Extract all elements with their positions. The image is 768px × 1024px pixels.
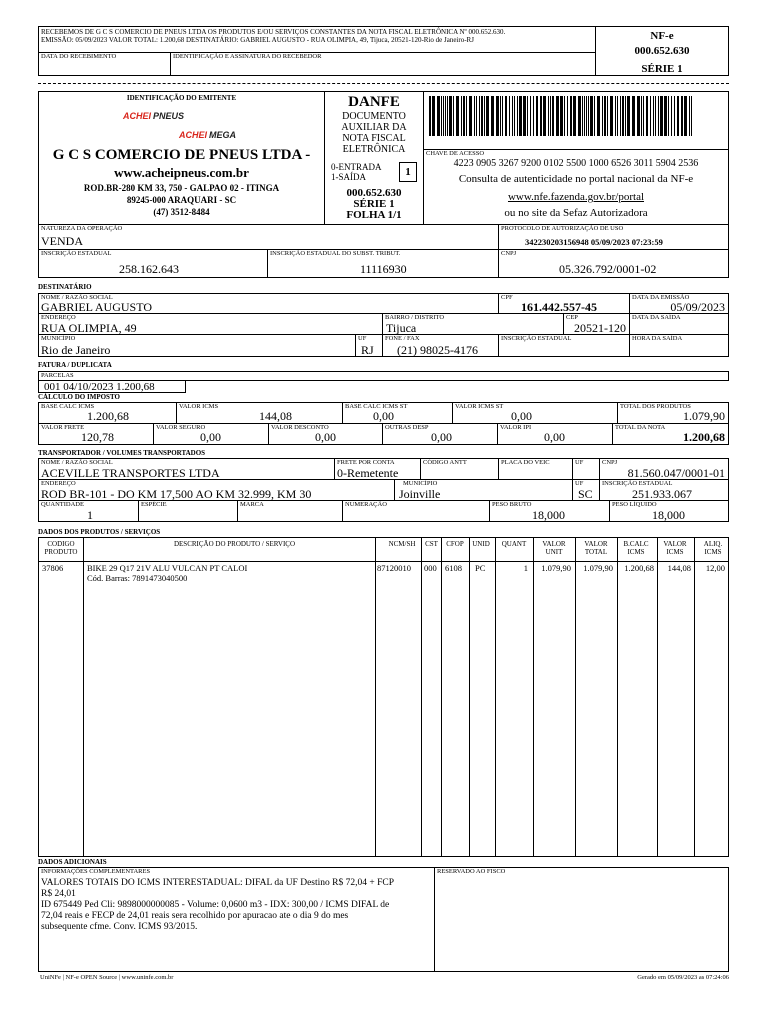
dest-municipio: Rio de Janeiro: [41, 343, 111, 357]
barcode-bar: [590, 96, 593, 136]
transp-uf2-label: UF: [575, 480, 584, 487]
transp-mun-label: MUNICÍPIO: [403, 480, 438, 487]
barcode-bar: [573, 96, 576, 136]
cell-vunit: 1.079,90: [541, 563, 571, 573]
cell-cst: 000: [424, 563, 437, 573]
v-st-box: [452, 402, 618, 424]
barcode-bar: [514, 96, 515, 136]
v-icms-label: VALOR ICMS: [179, 403, 219, 410]
protocolo-label: PROTOCOLO DE AUTORIZAÇÃO DE USO: [501, 225, 624, 232]
assinatura-label: IDENTIFICAÇÃO E ASSINATURA DO RECEBEDOR: [173, 53, 322, 60]
consulta-text: Consulta de autenticidade no portal nacional da NF-e: [458, 173, 694, 185]
transp-nome-box: [38, 458, 335, 480]
barcode-bar: [502, 96, 503, 136]
ipi-label: VALOR IPI: [500, 424, 532, 431]
barcode-bar: [486, 96, 489, 136]
danfe-box: [324, 91, 424, 225]
transp-uf2-box: [572, 479, 600, 501]
barcode-bar: [622, 96, 624, 136]
barcode-bar: [429, 96, 431, 136]
ie-st-value: 11116930: [360, 262, 407, 276]
barcode-bar: [641, 96, 642, 136]
barcode-bar: [632, 96, 635, 136]
logo-achei-mega: [179, 130, 236, 140]
barcode-bar: [625, 96, 626, 136]
dest-cpf-box: [498, 293, 630, 314]
barcode-bar: [604, 96, 606, 136]
ie-label: INSCRIÇÃO ESTADUAL: [41, 250, 112, 257]
bc-st-label: BASE CALC ICMS ST: [345, 403, 408, 410]
transp-frete: 0-Remetente: [337, 466, 399, 480]
barcode-bar: [570, 96, 572, 136]
canhoto-assinatura[interactable]: [170, 52, 596, 76]
info-line5: subsequente cfme. Conv. ICMS 93/2015.: [41, 922, 198, 932]
info-line2: R$ 24,01: [41, 889, 76, 899]
dest-ie-box: [498, 334, 630, 357]
info-compl-label: INFORMAÇÕES COMPLEMENTARES: [41, 868, 151, 875]
parcela-value: 001 04/10/2023 1.200,68: [44, 381, 155, 393]
barcode-bar: [664, 96, 667, 136]
barcode-bar: [476, 96, 477, 136]
transp-num-box: [342, 500, 490, 522]
cell-ncm: 87120010: [377, 563, 411, 573]
barcode-bar: [505, 96, 507, 136]
barcode-bar: [586, 96, 587, 136]
transp-antt-label: CÓDIGO ANTT: [423, 459, 467, 466]
seguro-box: [153, 423, 269, 445]
th-quant: QUANT: [501, 540, 527, 548]
th-cfop: CFOP: [446, 540, 464, 548]
dest-bairro-box: [382, 313, 564, 335]
barcode-bar: [643, 96, 644, 136]
protocolo-box: [498, 224, 729, 250]
transp-uf-box: [572, 458, 600, 480]
natureza-value: VENDA: [41, 234, 83, 248]
th-unid: UNID: [472, 540, 490, 548]
transp-uf-label: UF: [575, 459, 584, 466]
produtos-header-row: [39, 538, 728, 562]
barcode-bar: [441, 96, 442, 136]
barcode-bar: [449, 96, 452, 136]
portal-link[interactable]: www.nfe.fazenda.gov.br/portal: [507, 191, 645, 203]
table-row: [39, 561, 728, 591]
dest-saida-box: [629, 313, 729, 335]
th-vicms: VALOR ICMS: [663, 540, 687, 556]
barcode-bar: [677, 96, 679, 136]
barcode-bar: [650, 96, 651, 136]
dest-emissao: 05/09/2023: [670, 300, 725, 314]
ipi-box: [497, 423, 613, 445]
destinatario-section: DESTINATÁRIO: [38, 283, 92, 291]
barcode-bar: [474, 96, 475, 136]
barcode-bar: [594, 96, 595, 136]
natureza-box: [38, 224, 499, 250]
barcode-bar: [556, 96, 559, 136]
dest-fone-label: FONE / FAX: [385, 335, 420, 342]
barcode-bar: [447, 96, 448, 136]
barcode-bar: [479, 96, 480, 136]
tot-nota: 1.200,68: [683, 430, 725, 444]
natureza-label: NATUREZA DA OPERAÇÃO: [41, 225, 123, 232]
barcode-bar: [602, 96, 603, 136]
canhoto-nfe-serie: SÉRIE 1: [641, 63, 683, 75]
barcode-bar: [512, 96, 513, 136]
dest-nome: GABRIEL AUGUSTO: [41, 300, 153, 314]
transp-ie: 251.933.067: [632, 487, 692, 501]
emitente-address2: 89245-000 ARAQUARI - SC: [126, 195, 237, 205]
emitente-site: www.acheipneus.com.br: [114, 165, 249, 180]
barcode-bar: [466, 96, 467, 136]
dest-cep-label: CEP: [566, 314, 578, 321]
danfe-line2: AUXILIAR DA: [341, 122, 407, 133]
barcode-bar: [519, 96, 522, 136]
cell-bcalc: 1.200,68: [624, 563, 654, 573]
dest-bairro-label: BAIRRO / DISTRITO: [385, 314, 445, 321]
outras-box: [382, 423, 498, 445]
canhoto-data-recebimento[interactable]: [38, 52, 171, 76]
transp-pb: 18,000: [532, 508, 565, 522]
th-codigo: CODIGO PRODUTO: [44, 540, 78, 556]
tot-nota-label: TOTAL DA NOTA: [615, 424, 666, 431]
dest-nome-label: NOME / RAZÃO SOCIAL: [41, 294, 113, 301]
barcode-bar: [560, 96, 563, 136]
logo-achei-text: ACHEI: [123, 111, 152, 121]
transp-pl-label: PESO LÍQUIDO: [612, 501, 657, 508]
v-st-label: VALOR ICMS ST: [455, 403, 504, 410]
desconto-box: [268, 423, 383, 445]
data-recebimento-label: DATA DO RECEBIMENTO: [41, 53, 117, 60]
th-vunit: VALOR UNIT: [542, 540, 566, 556]
info-compl-box: [38, 867, 435, 972]
ie-value: 258.162.643: [119, 262, 179, 276]
th-vtotal: VALOR TOTAL: [584, 540, 608, 556]
transp-num-label: NUMERAÇÃO: [345, 501, 387, 508]
cell-codigo: 37806: [42, 563, 64, 573]
desconto-label: VALOR DESCONTO: [271, 424, 329, 431]
transp-pb-label: PESO BRUTO: [492, 501, 532, 508]
transp-antt-box: [420, 458, 499, 480]
tot-prod: 1.079,90: [683, 409, 725, 423]
transp-marca-label: MARCA: [240, 501, 264, 508]
sefaz-text: ou no site da Sefaz Autorizadora: [504, 207, 648, 219]
barcode-bar: [463, 96, 465, 136]
transp-frete-box: [334, 458, 421, 480]
info-line3: ID 675449 Ped Cli: 9898000000085 - Volume: 0,0600 m3 - IDX: 300,00 / ICMS DIFAL de: [41, 900, 390, 910]
dest-uf: RJ: [361, 343, 374, 357]
transp-cnpj: 81.560.047/0001-01: [627, 466, 725, 480]
barcode-bar: [517, 96, 518, 136]
danfe-line1: DOCUMENTO: [342, 111, 406, 122]
emitente-phone: (47) 3512-8484: [153, 207, 210, 217]
emitente-address1: ROD.BR-280 KM 33, 750 - GALPAO 02 - ITINGA: [83, 183, 280, 193]
th-descricao: DESCRIÇÃO DO PRODUTO / SERVIÇO: [173, 540, 296, 548]
ie-st-label: INSCRIÇÃO ESTADUAL DO SUBST. TRIBUT.: [270, 250, 401, 257]
barcode-bar: [469, 96, 472, 136]
logo-achei2-text: ACHEI: [179, 130, 208, 140]
dest-endereco: RUA OLIMPIA, 49: [41, 321, 137, 335]
v-icms: 144,08: [259, 409, 292, 423]
canhoto-text-line2: EMISSÃO: 05/09/2023 VALOR TOTAL: 1.200,68 DESTINATÁRIO: GABRIEL AUGUSTO - RUA OLIMPIA, 49, Tijuca, 20521-120-Rio de Janeiro-RJ: [41, 36, 474, 44]
chave-label: CHAVE DE ACESSO: [426, 150, 485, 157]
transp-qtd-label: QUANTIDADE: [41, 501, 84, 508]
barcode-bar: [584, 96, 585, 136]
dest-bairro: Tijuca: [386, 321, 417, 335]
footer-right: Gerado em 05/09/2023 as 07:24:06: [637, 974, 729, 981]
canhoto-separator: [38, 83, 729, 84]
barcode-bar: [578, 96, 581, 136]
barcode-bar: [550, 96, 551, 136]
dest-cep: 20521-120: [574, 321, 626, 335]
cell-barras: Cód. Barras: 7891473040500: [87, 573, 188, 583]
danfe-saida: 1-SAÍDA: [331, 172, 366, 182]
transp-marca-box: [237, 500, 343, 522]
barcode-bar: [437, 96, 440, 136]
emitente-section-label: IDENTIFICAÇÃO DO EMITENTE: [126, 94, 237, 102]
dest-uf-label: UF: [358, 335, 367, 342]
dest-emissao-box: [629, 293, 729, 314]
bc-st-box: [342, 402, 453, 424]
barcode-bar: [610, 96, 613, 136]
dest-endereco-label: ENDEREÇO: [41, 314, 76, 321]
th-aliq: ALIQ. ICMS: [703, 540, 723, 556]
danfe-line4: ELETRÔNICA: [342, 144, 406, 155]
transp-nome-label: NOME / RAZÃO SOCIAL: [41, 459, 113, 466]
transp-qtd: 1: [87, 508, 93, 522]
dest-fone-box: [382, 334, 499, 357]
produtos-table: [38, 537, 729, 857]
ipi: 0,00: [544, 430, 565, 444]
frete-box: [38, 423, 154, 445]
dest-hora-box: [629, 334, 729, 357]
emitente-name: G C S COMERCIO DE PNEUS LTDA -: [52, 147, 311, 163]
transp-pl: 18,000: [652, 508, 685, 522]
danfe-line3: NOTA FISCAL: [342, 133, 406, 144]
v-st: 0,00: [511, 409, 532, 423]
cnpj-label: CNPJ: [501, 250, 517, 257]
dest-saida-label: DATA DA SAÍDA: [632, 314, 681, 321]
bc-icms-box: [38, 402, 177, 424]
barcode-bar: [620, 96, 621, 136]
barcode-bar: [548, 96, 549, 136]
dest-uf-box: [355, 334, 383, 357]
barcode-bar: [496, 96, 499, 136]
cell-descricao: BIKE 29 Q17 21V ALU VULCAN PT CALOI: [87, 563, 248, 573]
barcode-bar: [500, 96, 501, 136]
v-icms-box: [176, 402, 343, 424]
fatura-section: FATURA / DUPLICATA: [38, 361, 112, 369]
barcode-bar: [588, 96, 589, 136]
danfe-tipo-box: 1: [399, 162, 417, 182]
bc-st: 0,00: [373, 409, 394, 423]
dest-endereco-box: [38, 313, 383, 335]
transp-placa-label: PLACA DO VEIC: [501, 459, 550, 466]
barcode-bar: [533, 96, 534, 136]
barcode-bar: [481, 96, 483, 136]
dest-emissao-label: DATA DA EMISSÃO: [632, 294, 690, 301]
cnpj-box: [498, 249, 729, 278]
transp-placa-box: [498, 458, 573, 480]
chave-box: [423, 149, 729, 225]
tot-prod-label: TOTAL DOS PRODUTOS: [620, 403, 691, 410]
dest-cpf-label: CPF: [501, 294, 513, 301]
barcode-bar: [432, 96, 435, 136]
barcode-bar: [552, 96, 554, 136]
fisco-box: [434, 867, 729, 972]
transp-esp-box: [138, 500, 238, 522]
barcode-bar: [443, 96, 444, 136]
barcode-bar: [637, 96, 640, 136]
cnpj-value: 05.326.792/0001-02: [559, 262, 657, 276]
dest-hora-label: HORA DA SAÍDA: [632, 335, 683, 342]
ie-st-box: [267, 249, 499, 278]
barcode-bar: [456, 96, 459, 136]
transp-mun-box: [394, 479, 573, 501]
barcode-bar: [671, 96, 672, 136]
emitente-box: [38, 91, 325, 225]
dest-municipio-box: [38, 334, 356, 357]
danfe-numero: 000.652.630: [346, 187, 402, 199]
dest-fone: (21) 98025-4176: [397, 343, 478, 357]
logo-achei-pneus: [123, 111, 184, 121]
barcode-bar: [691, 96, 692, 136]
cell-quant: 1: [523, 563, 528, 573]
outras: 0,00: [431, 430, 452, 444]
transp-cnpj-box: [599, 458, 729, 480]
ie-box: [38, 249, 268, 278]
fisco-label: RESERVADO AO FISCO: [437, 868, 506, 875]
info-line1: VALORES TOTAIS DO ICMS INTERESTADUAL: DIFAL da UF Destino R$ 72,04 + FCP: [41, 878, 394, 888]
desconto: 0,00: [315, 430, 336, 444]
barcode-bar: [646, 96, 648, 136]
barcode-bar: [653, 96, 654, 136]
danfe-serie: SÉRIE 1: [353, 198, 395, 210]
transp-qtd-box: [38, 500, 139, 522]
tot-nota-box: [612, 423, 729, 445]
canhoto-nfe-box: [595, 26, 729, 76]
barcode-bar: [615, 96, 616, 136]
bc-icms: 1.200,68: [87, 409, 129, 423]
dest-municipio-label: MUNICÍPIO: [41, 335, 76, 342]
barcode-bar: [543, 96, 546, 136]
transp-endereco: ROD BR-101 - DO KM 17,500 AO KM 32.999, KM 30: [41, 487, 312, 501]
barcode-box: [423, 91, 729, 150]
transp-frete-label: FRETE POR CONTA: [337, 459, 395, 466]
transp-esp-label: ESPÉCIE: [141, 501, 167, 508]
barcode-bar: [627, 96, 630, 136]
logo-pneus-text: PNEUS: [153, 111, 185, 121]
adicionais-section: DADOS ADICIONAIS: [38, 858, 107, 866]
barcode-bar: [484, 96, 485, 136]
seguro-label: VALOR SEGURO: [156, 424, 206, 431]
transp-end-label: ENDEREÇO: [41, 480, 76, 487]
danfe-folha: FOLHA 1/1: [346, 209, 402, 221]
barcode-bar: [540, 96, 542, 136]
barcode-bar: [582, 96, 583, 136]
th-cst: CST: [425, 540, 438, 548]
barcode-bar: [530, 96, 531, 136]
dest-cpf: 161.442.557-45: [521, 300, 597, 314]
barcode-bar: [564, 96, 565, 136]
cell-unid: PC: [475, 563, 486, 573]
barcode-bar: [655, 96, 656, 136]
cell-vtotal: 1.079,90: [583, 563, 613, 573]
danfe-entrada: 0-ENTRADA: [331, 162, 382, 172]
barcode-bar: [491, 96, 494, 136]
transp-uf2: SC: [578, 487, 593, 501]
cell-vicms: 144,08: [667, 563, 691, 573]
info-line4: 72,04 reais e FECP de 24,01 reais sera recolhido por apuracao ate o dia 9 do mes: [41, 911, 349, 921]
imposto-section: CÁLCULO DO IMPOSTO: [38, 393, 120, 401]
dest-nome-box: [38, 293, 499, 314]
barcode-bar: [527, 96, 528, 136]
barcode-bar: [597, 96, 600, 136]
barcode-bar: [509, 96, 510, 136]
danfe-title: DANFE: [348, 94, 400, 110]
parcela-row: [38, 380, 186, 393]
footer-left: UniNFe | NF-e OPEN Source | www.uninfe.com.br: [40, 974, 174, 981]
barcode-image: [429, 96, 693, 136]
barcode-bar: [607, 96, 608, 136]
canhoto-text-line1: RECEBEMOS DE G C S COMERCIO DE PNEUS LTDA OS PRODUTOS E/OU SERVIÇOS CONSTANTES DA NOTA FISCAL ELETRÔNICA Nº 000.652.630.: [41, 28, 506, 36]
transp-nome: ACEVILLE TRANSPORTES LTDA: [41, 466, 220, 480]
barcode-bar: [684, 96, 687, 136]
transp-cnpj-label: CNPJ: [602, 459, 618, 466]
produtos-section: DADOS DOS PRODUTOS / SERVIÇOS: [38, 528, 161, 536]
barcode-bar: [536, 96, 538, 136]
barcode-bar: [658, 96, 659, 136]
transp-section: TRANSPORTADOR / VOLUMES TRANSPORTADOS: [38, 449, 206, 457]
barcode-bar: [617, 96, 618, 136]
barcode-bar: [461, 96, 462, 136]
th-bcalc: B.CALC ICMS: [623, 540, 649, 556]
barcode-bar: [674, 96, 675, 136]
bc-icms-label: BASE CALC ICMS: [41, 403, 95, 410]
barcode-bar: [453, 96, 454, 136]
transp-pl-box: [609, 500, 729, 522]
barcode-bar: [523, 96, 526, 136]
cell-cfop: 6108: [445, 563, 462, 573]
canhoto-text-box: [38, 26, 596, 53]
transp-ie-box: [599, 479, 729, 501]
canhoto-nfe-title: NF-e: [650, 30, 674, 42]
th-ncm: NCM/SH: [388, 540, 416, 548]
protocolo-value: 342230203156948 05/09/2023 07:23:59: [525, 237, 663, 247]
frete: 120,78: [81, 430, 114, 444]
tot-prod-box: [617, 402, 729, 424]
transp-end-box: [38, 479, 395, 501]
barcode-bar: [660, 96, 663, 136]
barcode-bar: [668, 96, 669, 136]
seguro: 0,00: [200, 430, 221, 444]
barcode-bar: [445, 96, 446, 136]
barcode-bar: [567, 96, 568, 136]
dest-ie-label: INSCRIÇÃO ESTADUAL: [501, 335, 572, 342]
dest-cep-box: [563, 313, 630, 335]
barcode-bar: [689, 96, 690, 136]
barcode-bar: [681, 96, 683, 136]
transp-pb-box: [489, 500, 610, 522]
outras-label: OUTRAS DESP: [385, 424, 429, 431]
transp-municipio: Joinville: [399, 487, 441, 501]
canhoto-nfe-numero: 000.652.630: [634, 45, 690, 57]
frete-label: VALOR FRETE: [41, 424, 85, 431]
chave-value[interactable]: 4223 0905 3267 9200 0102 5500 1000 6526 3011 5904 2536: [453, 158, 699, 169]
logo-mega-text: MEGA: [209, 130, 237, 140]
transp-ie-label: INSCRIÇÃO ESTADUAL: [602, 480, 673, 487]
parcelas-label: PARCELAS: [41, 372, 74, 379]
cell-aliq: 12,00: [705, 563, 725, 573]
